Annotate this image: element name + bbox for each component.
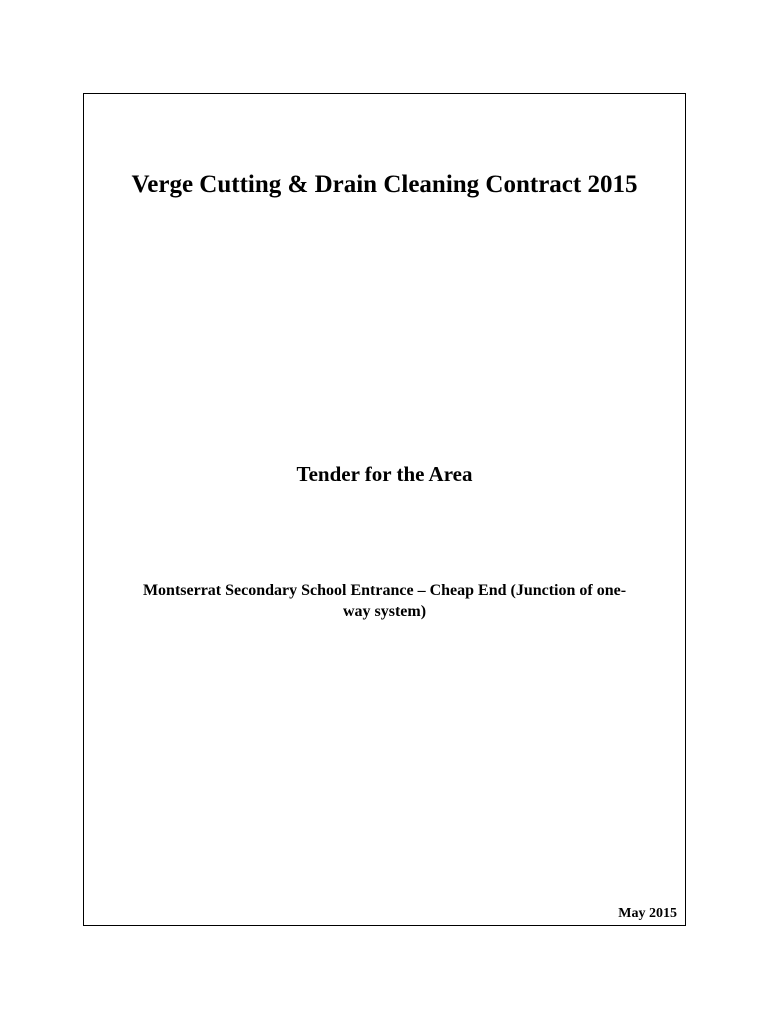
tender-area-description [98, 580, 671, 622]
document-title: Verge Cutting & Drain Cleaning Contract 2015 [131, 171, 638, 198]
tender-area-line-1: Montserrat Secondary School Entrance – Cheap End (Junction of one- [142, 582, 627, 599]
tender-area-line-2: way system) [342, 603, 427, 620]
document-subtitle: Tender for the Area [296, 462, 473, 486]
document-date: May 2015 [618, 906, 677, 921]
document-cover-frame [83, 93, 686, 926]
